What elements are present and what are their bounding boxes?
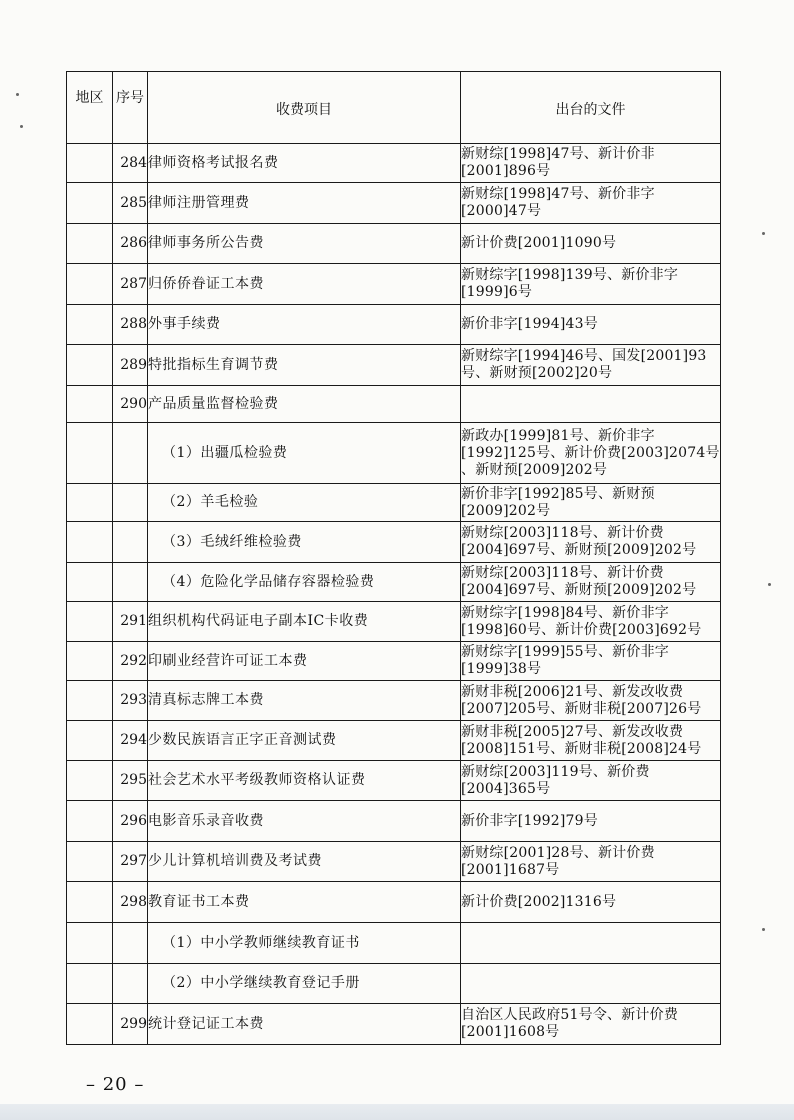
cell-seq: [113, 563, 148, 602]
document-line: 新财综[2003]118号、新计价费: [461, 525, 664, 541]
cell-document: [461, 923, 721, 964]
cell-document: [461, 224, 721, 264]
cell-seq: [113, 522, 148, 563]
cell-fee-item: 律师注册管理费: [148, 183, 461, 224]
table-row: [67, 484, 721, 522]
cell-document: [461, 305, 721, 345]
document-line: [1998]60号、新计价费[2003]692号: [461, 621, 702, 638]
cell-fee-item: （1）中小学教师继续教育证书: [148, 923, 461, 964]
table-row: [67, 423, 721, 484]
cell-fee-item: 社会艺术水平考级教师资格认证费: [148, 761, 461, 801]
cell-region: [67, 264, 113, 305]
cell-document: [461, 522, 721, 563]
table-row: [67, 761, 721, 801]
cell-seq: 296: [113, 801, 148, 842]
cell-seq: [113, 423, 148, 484]
document-line: 新财综字[1998]139号、新价非字: [461, 267, 679, 283]
fee-table: [66, 71, 721, 1045]
table-row: [67, 1004, 721, 1045]
cell-region: [67, 305, 113, 345]
cell-seq: 294: [113, 721, 148, 761]
scan-speck: [16, 93, 19, 96]
cell-seq: 285: [113, 183, 148, 224]
cell-seq: 290: [113, 386, 148, 423]
document-line: [2004]365号: [461, 780, 551, 797]
cell-region: [67, 522, 113, 563]
document-line: 新价非字[1994]43号: [461, 316, 598, 332]
cell-document: [461, 264, 721, 305]
cell-fee-item: 电影音乐录音收费: [148, 801, 461, 842]
cell-region: [67, 224, 113, 264]
cell-seq: 291: [113, 602, 148, 642]
cell-document: [461, 484, 721, 522]
document-line: 新财综字[1998]84号、新价非字: [461, 604, 669, 621]
cell-region: [67, 801, 113, 842]
cell-region: [67, 1004, 113, 1045]
cell-region: [67, 484, 113, 522]
scan-speck: [768, 583, 771, 586]
scan-speck: [762, 928, 765, 931]
document-line: 新财非税[2005]27号、新发改收费: [461, 723, 684, 740]
cell-document: [461, 964, 721, 1004]
cell-fee-item: 清真标志牌工本费: [148, 681, 461, 721]
cell-fee-item: 教育证书工本费: [148, 882, 461, 923]
table-row: [67, 721, 721, 761]
cell-fee-item: （4）危险化学品储存容器检验费: [148, 563, 461, 602]
cell-fee-item: （3）毛绒纤维检验费: [148, 522, 461, 563]
document-line: [2001]896号: [461, 163, 551, 179]
cell-fee-item: 组织机构代码证电子副本IC卡收费: [148, 602, 461, 642]
document-line: 新财非税[2006]21号、新发改收费: [461, 683, 684, 700]
table-row: [67, 882, 721, 923]
fee-table-body: [67, 144, 721, 1045]
document-line: [2001]1687号: [461, 861, 560, 878]
cell-region: [67, 842, 113, 882]
table-row: [67, 345, 721, 386]
header-region: 地区: [67, 72, 113, 144]
header-item: 收费项目: [148, 72, 461, 144]
cell-fee-item: 统计登记证工本费: [148, 1004, 461, 1045]
cell-region: [67, 183, 113, 224]
cell-document: [461, 1004, 721, 1045]
cell-region: [67, 386, 113, 423]
cell-seq: 289: [113, 345, 148, 386]
cell-seq: [113, 964, 148, 1004]
cell-document: [461, 882, 721, 923]
cell-fee-item: 少数民族语言正字正音测试费: [148, 721, 461, 761]
cell-fee-item: 归侨侨眷证工本费: [148, 264, 461, 305]
cell-fee-item: 产品质量监督检验费: [148, 386, 461, 423]
document-line: 新财综[2001]28号、新计价费: [461, 844, 655, 861]
cell-document: [461, 183, 721, 224]
cell-region: [67, 423, 113, 484]
document-line: 新政办[1999]81号、新价非字: [461, 427, 655, 444]
cell-fee-item: （1）出疆瓜检验费: [148, 423, 461, 484]
table-row: [67, 964, 721, 1004]
cell-fee-item: 印刷业经营许可证工本费: [148, 642, 461, 681]
scan-speck: [762, 232, 765, 235]
cell-document: [461, 602, 721, 642]
cell-region: [67, 964, 113, 1004]
cell-document: [461, 761, 721, 801]
document-line: 新财综[2003]119号、新价费: [461, 763, 650, 780]
table-row: [67, 563, 721, 602]
document-line: [2001]1608号: [461, 1024, 560, 1040]
cell-fee-item: （2）中小学继续教育登记手册: [148, 964, 461, 1004]
cell-region: [67, 923, 113, 964]
page-number: – 20 –: [86, 1074, 145, 1095]
cell-region: [67, 721, 113, 761]
document-line: 新财综[2003]118号、新计价费: [461, 565, 664, 581]
cell-seq: 299: [113, 1004, 148, 1045]
cell-seq: 293: [113, 681, 148, 721]
header-document: 出台的文件: [461, 72, 721, 144]
table-row: [67, 923, 721, 964]
document-line: [2004]697号、新财预[2009]202号: [461, 582, 697, 598]
cell-seq: 286: [113, 224, 148, 264]
document-line: [2004]697号、新财预[2009]202号: [461, 542, 697, 558]
cell-fee-item: 律师资格考试报名费: [148, 144, 461, 183]
cell-seq: 295: [113, 761, 148, 801]
cell-fee-item: 外事手续费: [148, 305, 461, 345]
cell-document: [461, 563, 721, 602]
cell-region: [67, 761, 113, 801]
cell-document: [461, 423, 721, 484]
cell-fee-item: 少儿计算机培训费及考试费: [148, 842, 461, 882]
cell-document: [461, 144, 721, 183]
cell-seq: 288: [113, 305, 148, 345]
cell-region: [67, 144, 113, 183]
table-row: [67, 224, 721, 264]
document-line: 新计价费[2001]1090号: [461, 235, 617, 251]
cell-seq: 297: [113, 842, 148, 882]
cell-fee-item: （2）羊毛检验: [148, 484, 461, 522]
table-row: [67, 183, 721, 224]
cell-region: [67, 345, 113, 386]
header-seq: 序号: [113, 72, 148, 144]
document-line: [2009]202号: [461, 502, 551, 519]
table-row: [67, 305, 721, 345]
cell-fee-item: 律师事务所公告费: [148, 224, 461, 264]
table-row: [67, 522, 721, 563]
document-line: [1999]38号: [461, 661, 542, 677]
table-row: [67, 144, 721, 183]
table-row: [67, 386, 721, 423]
document-line: [2000]47号: [461, 203, 542, 219]
cell-seq: 298: [113, 882, 148, 923]
cell-seq: [113, 923, 148, 964]
document-line: 新价非字[1992]79号: [461, 812, 598, 829]
document-line: [2007]205号、新财非税[2007]26号: [461, 700, 702, 717]
cell-region: [67, 681, 113, 721]
cell-seq: 287: [113, 264, 148, 305]
scan-speck: [20, 125, 23, 128]
table-row: [67, 801, 721, 842]
document-line: 自治区人民政府51号令、新计价费: [461, 1007, 679, 1023]
document-line: 新财综字[1994]46号、国发[2001]93: [461, 348, 707, 364]
document-line: [1992]125号、新计价费[2003]2074号: [461, 444, 720, 461]
document-line: 新财综[1998]47号、新计价非: [461, 146, 655, 162]
cell-document: [461, 842, 721, 882]
document-line: 新计价费[2002]1316号: [461, 893, 617, 910]
cell-region: [67, 882, 113, 923]
table-row: [67, 842, 721, 882]
cell-region: [67, 602, 113, 642]
scan-edge: [0, 1104, 794, 1120]
table-row: [67, 642, 721, 681]
document-line: [2008]151号、新财非税[2008]24号: [461, 740, 702, 757]
document-line: 新财综[1998]47号、新价非字: [461, 186, 655, 202]
cell-region: [67, 563, 113, 602]
table-header-row: [67, 72, 721, 144]
document-line: [1999]6号: [461, 284, 533, 300]
cell-seq: [113, 484, 148, 522]
cell-fee-item: 特批指标生育调节费: [148, 345, 461, 386]
document-line: 新价非字[1992]85号、新财预: [461, 485, 655, 502]
table-row: [67, 264, 721, 305]
table-row: [67, 602, 721, 642]
cell-document: [461, 345, 721, 386]
cell-seq: 284: [113, 144, 148, 183]
document-line: 号、新财预[2002]20号: [461, 365, 613, 381]
cell-region: [67, 642, 113, 681]
document-line: 新财综字[1999]55号、新价非字: [461, 644, 669, 660]
cell-seq: 292: [113, 642, 148, 681]
cell-document: [461, 386, 721, 423]
cell-document: [461, 681, 721, 721]
document-line: 、新财预[2009]202号: [461, 461, 608, 478]
cell-document: [461, 642, 721, 681]
table-row: [67, 681, 721, 721]
cell-document: [461, 721, 721, 761]
cell-document: [461, 801, 721, 842]
